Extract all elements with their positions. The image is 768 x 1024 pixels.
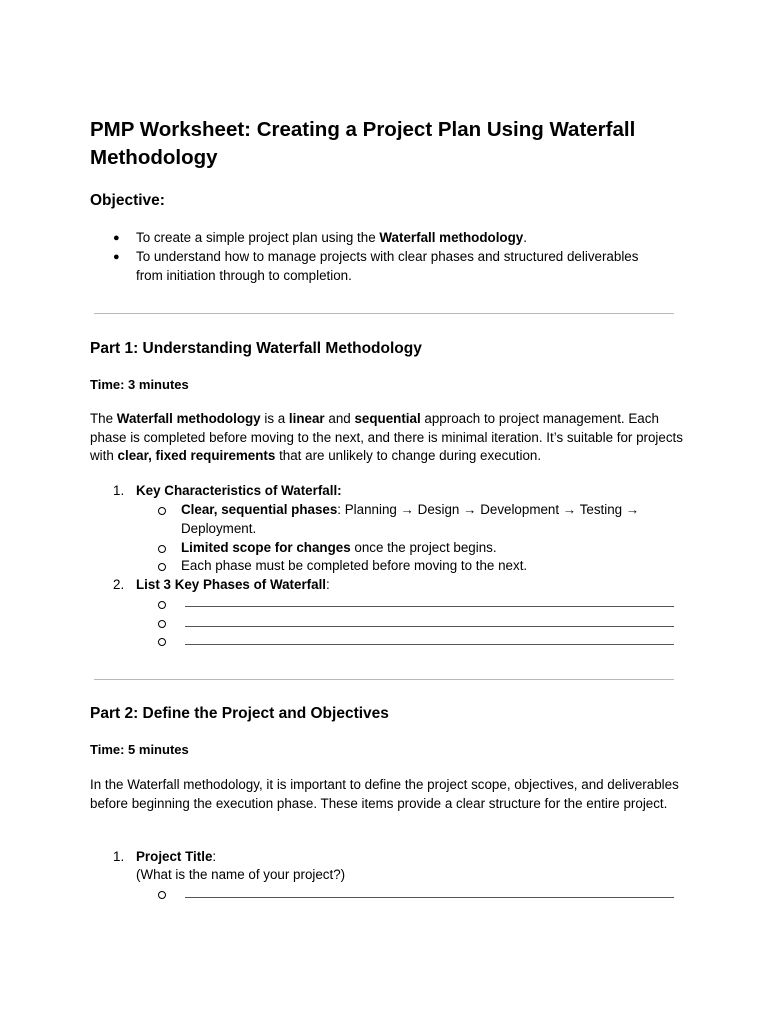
project-title-label: Project Title: <box>136 849 217 864</box>
objective-heading: Objective: <box>90 192 165 209</box>
part1-time: Time: 3 minutes <box>90 377 189 392</box>
sub-bullet-circle <box>158 601 166 609</box>
objective-bullet-2-line-1: To understand how to manage projects with clear phases and structured deliverables <box>136 249 639 264</box>
sub-bullet-circle <box>158 507 166 515</box>
section-divider <box>94 313 674 314</box>
part2-intro: In the Waterfall methodology, it is important to define the project scope, objectives, and deliverables before beginning the execution phase. These items provide a clear structure for the entire project. <box>90 777 679 811</box>
list-phases-label: List 3 Key Phases of Waterfall: <box>136 577 330 592</box>
bullet-dot: ● <box>113 251 120 263</box>
characteristic-1: Clear, sequential phases: Planning → Design → Development → Testing → <box>181 502 640 517</box>
sub-bullet-circle <box>158 620 166 628</box>
sub-bullet-circle <box>158 563 166 571</box>
part2-heading: Part 2: Define the Project and Objectives <box>90 705 389 722</box>
section-divider <box>94 679 674 680</box>
part1-heading: Part 1: Understanding Waterfall Methodology <box>90 340 422 357</box>
list-number: 1. <box>113 483 125 498</box>
phase-answer-line-2[interactable] <box>185 626 674 627</box>
objective-bullet-1: To create a simple project plan using the Waterfall methodology. <box>136 230 527 245</box>
project-title-answer-line[interactable] <box>185 897 674 898</box>
characteristic-2: Limited scope for changes once the project begins. <box>181 540 497 555</box>
characteristic-1-line-2: Deployment. <box>181 521 257 536</box>
list-number: 2. <box>113 577 125 592</box>
phase-answer-line-1[interactable] <box>185 606 674 607</box>
part1-intro: The Waterfall methodology is a linear and sequential approach to project management. Each phase is completed before moving to the next, and there is minimal iteration. It’s suitable for projects with clear, fixed requirements that are unlikely to change during execution. <box>90 411 683 464</box>
phase-answer-line-3[interactable] <box>185 644 674 645</box>
objective-bullet-2-line-2: from initiation through to completion. <box>136 268 352 283</box>
document-title: PMP Worksheet: Creating a Project Plan Using Waterfall Methodology <box>90 118 636 169</box>
part2-time: Time: 5 minutes <box>90 742 189 757</box>
sub-bullet-circle <box>158 545 166 553</box>
characteristic-3: Each phase must be completed before moving to the next. <box>181 558 528 573</box>
list-number: 1. <box>113 849 125 864</box>
bullet-dot: ● <box>113 232 120 244</box>
key-characteristics-label: Key Characteristics of Waterfall: <box>136 483 342 498</box>
project-title-hint: (What is the name of your project?) <box>136 867 346 882</box>
sub-bullet-circle <box>158 891 166 899</box>
sub-bullet-circle <box>158 638 166 646</box>
